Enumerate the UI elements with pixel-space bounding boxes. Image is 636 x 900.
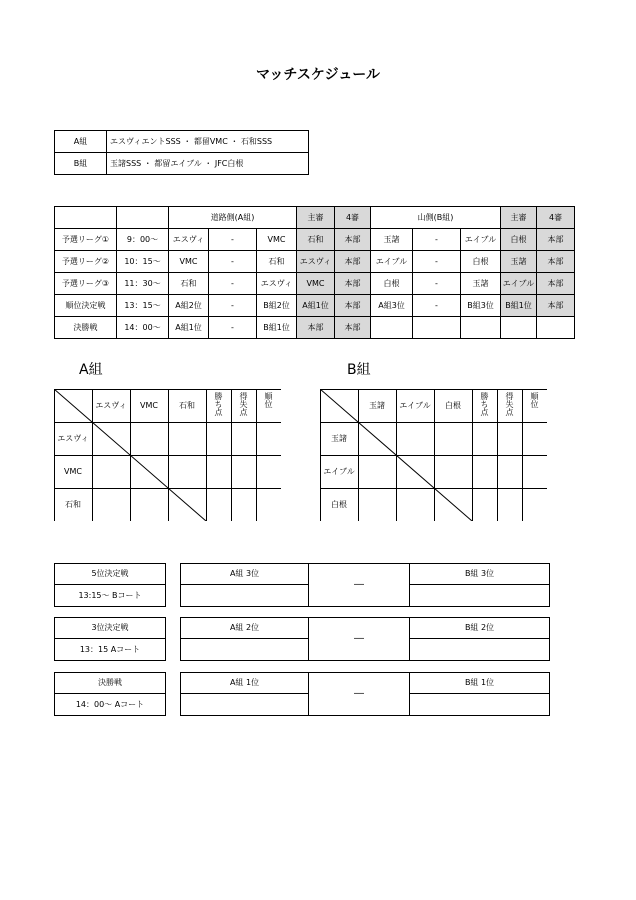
group-a-label: A組 — [55, 131, 107, 153]
final-pairing-box — [180, 563, 550, 607]
schedule-match-name: 順位決定戦 — [55, 295, 117, 317]
league-row-team-text: エスヴィ — [57, 434, 89, 443]
final-right-score — [409, 585, 549, 606]
corner-diagonal — [54, 389, 92, 422]
final-match-name: 5位決定戦 — [55, 564, 165, 585]
group-b-teams: 玉諸SSS ・ 都留エイブル ・ JFC白根 — [107, 153, 309, 175]
final-left-team: A組 3位 — [181, 564, 309, 585]
schedule-a-fourth: 本部 — [335, 251, 371, 273]
schedule-b-referee — [501, 317, 537, 339]
final-left-score — [181, 639, 309, 660]
schedule-row — [55, 229, 575, 251]
schedule-b-team1: 白根 — [371, 273, 413, 295]
schedule-match-name: 予選リーグ② — [55, 251, 117, 273]
schedule-a-referee: エスヴィ — [297, 251, 335, 273]
schedule-match-name: 予選リーグ① — [55, 229, 117, 251]
final-right-score — [409, 639, 549, 660]
schedule-b-team2: エイブル — [461, 229, 501, 251]
schedule-b-dash: - — [413, 273, 461, 295]
league-row-team — [54, 422, 92, 455]
schedule-b-team2: 玉諸 — [461, 273, 501, 295]
page-title: マッチスケジュール — [255, 67, 381, 83]
header-referee-a: 主審 — [297, 207, 335, 229]
schedule-a-fourth: 本部 — [335, 229, 371, 251]
league-col-team — [434, 389, 472, 422]
schedule-b-dash — [413, 317, 461, 339]
schedule-row — [55, 317, 575, 339]
schedule-time: 14：00～ — [117, 317, 169, 339]
final-left-team: A組 2位 — [181, 618, 309, 639]
final-left-score — [181, 694, 309, 715]
final-right-team: B組 1位 — [409, 673, 549, 694]
schedule-a-team2: B組1位 — [257, 317, 297, 339]
schedule-b-fourth: 本部 — [537, 229, 575, 251]
schedule-a-dash: - — [209, 295, 257, 317]
league-row-team-text: 白根 — [331, 500, 347, 509]
league-col-rank — [522, 389, 547, 422]
schedule-a-dash: - — [209, 251, 257, 273]
schedule-b-team2: 白根 — [461, 251, 501, 273]
schedule-b-team1: A組3位 — [371, 295, 413, 317]
schedule-table — [54, 206, 575, 339]
final-right-team: B組 3位 — [409, 564, 549, 585]
league-row-team — [320, 422, 358, 455]
schedule-time: 11：30～ — [117, 273, 169, 295]
schedule-b-team1: エイブル — [371, 251, 413, 273]
schedule-row — [55, 273, 575, 295]
schedule-b-dash: - — [413, 295, 461, 317]
group-a-teams: エスヴィエントSSS ・ 都留VMC ・ 石和SSS — [107, 131, 309, 153]
team-diagonal — [358, 422, 472, 521]
league-col-team-text: エスヴィ — [95, 401, 127, 410]
group-list-table — [54, 130, 309, 175]
header-mountain-side: 山側(B組) — [371, 207, 501, 229]
schedule-a-fourth: 本部 — [335, 317, 371, 339]
schedule-a-dash: - — [209, 317, 257, 339]
final-match-box — [54, 617, 166, 661]
final-right-team: B組 2位 — [409, 618, 549, 639]
final-match-name: 3位決定戦 — [55, 618, 165, 639]
schedule-a-team1: A組1位 — [169, 317, 209, 339]
league-col-rank-text: 順位 — [264, 392, 273, 408]
final-pairing-box — [180, 672, 550, 716]
league-col-points — [206, 389, 231, 422]
schedule-b-fourth: 本部 — [537, 295, 575, 317]
schedule-b-dash: - — [413, 229, 461, 251]
league-col-goal-diff — [231, 389, 256, 422]
schedule-b-team1: 玉諸 — [371, 229, 413, 251]
schedule-b-referee: 白根 — [501, 229, 537, 251]
league-col-rank-text: 順位 — [530, 392, 539, 408]
schedule-a-dash: - — [209, 229, 257, 251]
league-a-label: A組 — [79, 362, 103, 378]
schedule-a-team1: A組2位 — [169, 295, 209, 317]
schedule-row — [55, 251, 575, 273]
schedule-b-fourth: 本部 — [537, 273, 575, 295]
schedule-b-referee: 玉諸 — [501, 251, 537, 273]
final-vs-dash: ― — [354, 633, 364, 644]
header-road-side: 道路側(A組) — [169, 207, 297, 229]
league-col-rank — [256, 389, 281, 422]
league-row-team-text: 玉諸 — [331, 434, 347, 443]
league-col-points-text: 勝ち点 — [214, 392, 223, 416]
schedule-match-name: 予選リーグ③ — [55, 273, 117, 295]
league-col-team — [92, 389, 130, 422]
final-pairing-box — [180, 617, 550, 661]
schedule-a-fourth: 本部 — [335, 273, 371, 295]
schedule-a-referee: VMC — [297, 273, 335, 295]
league-col-points-text: 勝ち点 — [480, 392, 489, 416]
final-match-time: 14：00～ Aコート — [75, 700, 145, 709]
league-row-team-text: エイブル — [323, 467, 355, 476]
schedule-a-team1: VMC — [169, 251, 209, 273]
final-match-time: 13:15～ Bコート — [78, 591, 142, 600]
schedule-a-dash: - — [209, 273, 257, 295]
league-col-team — [358, 389, 396, 422]
schedule-a-referee: A組1位 — [297, 295, 335, 317]
league-col-team-text: 白根 — [445, 401, 461, 410]
league-col-team-text: エイブル — [399, 401, 431, 410]
league-col-team-text: 玉諸 — [369, 401, 385, 410]
schedule-a-referee: 本部 — [297, 317, 335, 339]
schedule-a-team2: 石和 — [257, 251, 297, 273]
final-match-time: 13：15 Aコート — [79, 645, 141, 654]
league-row-team — [320, 455, 358, 488]
league-row-team — [54, 488, 92, 521]
league-a-table — [54, 389, 284, 521]
schedule-a-fourth: 本部 — [335, 295, 371, 317]
final-match-box — [54, 672, 166, 716]
header-referee-b: 主審 — [501, 207, 537, 229]
league-col-team — [396, 389, 434, 422]
schedule-time: 10：15～ — [117, 251, 169, 273]
league-col-team — [168, 389, 206, 422]
schedule-b-team2 — [461, 317, 501, 339]
schedule-b-team1 — [371, 317, 413, 339]
corner-diagonal — [320, 389, 358, 422]
schedule-b-fourth: 本部 — [537, 251, 575, 273]
schedule-a-team1: 石和 — [169, 273, 209, 295]
schedule-time: 13：15～ — [117, 295, 169, 317]
schedule-b-dash: - — [413, 251, 461, 273]
schedule-b-fourth — [537, 317, 575, 339]
league-b-table — [320, 389, 548, 521]
league-b-label: B組 — [347, 362, 371, 378]
league-row-team — [54, 455, 92, 488]
league-col-team-text: 石和 — [179, 401, 195, 410]
final-left-score — [181, 585, 309, 606]
schedule-a-team2: エスヴィ — [257, 273, 297, 295]
schedule-row — [55, 295, 575, 317]
schedule-a-team2: VMC — [257, 229, 297, 251]
league-col-team — [130, 389, 168, 422]
league-col-points — [472, 389, 497, 422]
final-vs-dash: ― — [354, 579, 364, 590]
schedule-b-referee: エイブル — [501, 273, 537, 295]
schedule-match-name: 決勝戦 — [55, 317, 117, 339]
final-left-team: A組 1位 — [181, 673, 309, 694]
header-fourth-b: 4審 — [537, 207, 575, 229]
schedule-a-referee: 石和 — [297, 229, 335, 251]
league-row-team-text: 石和 — [65, 500, 81, 509]
final-vs-dash: ― — [354, 688, 364, 699]
header-fourth-a: 4審 — [335, 207, 371, 229]
team-diagonal — [92, 422, 206, 521]
final-match-name: 決勝戦 — [55, 673, 165, 694]
league-row-team — [320, 488, 358, 521]
league-col-team-text: VMC — [140, 401, 158, 410]
schedule-b-referee: B組1位 — [501, 295, 537, 317]
schedule-a-team1: エスヴィ — [169, 229, 209, 251]
group-b-label: B組 — [55, 153, 107, 175]
schedule-a-team2: B組2位 — [257, 295, 297, 317]
schedule-header-row — [55, 207, 575, 229]
final-match-box — [54, 563, 166, 607]
league-col-goal-diff-text: 得失点 — [505, 392, 514, 416]
league-col-goal-diff — [497, 389, 522, 422]
schedule-b-team2: B組3位 — [461, 295, 501, 317]
schedule-time: 9：00～ — [117, 229, 169, 251]
final-right-score — [409, 694, 549, 715]
league-row-team-text: VMC — [64, 467, 82, 476]
league-col-goal-diff-text: 得失点 — [239, 392, 248, 416]
